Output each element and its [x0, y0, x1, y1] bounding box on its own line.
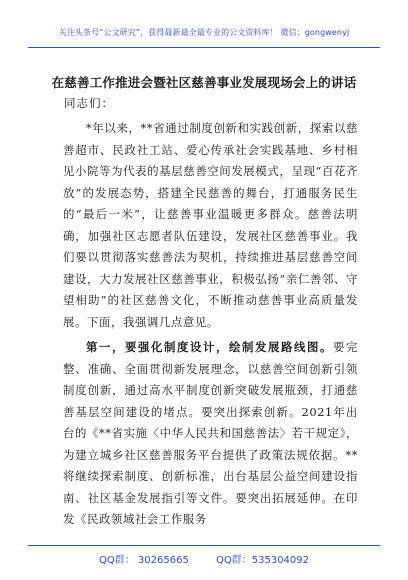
document-title: 在慈善工作推进会暨社区慈善事业发展现场会上的讲话 — [51, 75, 357, 90]
salutation: 同志们： — [64, 96, 114, 110]
header-divider — [28, 47, 380, 48]
paragraph-heading: 第一，要强化制度设计，绘制发展路线图。 — [86, 340, 334, 354]
footer-divider — [28, 545, 380, 546]
paragraph-intro: *年以来，**省通过制度创新和实践创新，探索以慈善超市、民政社工站、爱心传承社会实践基地、乡村相见小院等为代表的基层慈善空间发展模式，呈现“百花齐放”的发展态势，搭建全民慈善的舞台，打通服务民生的“最后一米”，让慈善事业温暖更多群众。慈善法明确，加强社区志愿者队伍建设，发展社区慈善事业。我们要以贯彻落实慈善法为契机，持续推进基层慈善空间建设，大力发展社区慈善事业，积极弘扬“亲仁善邻、守望相助”的社区慈善文化，不断推动慈善事业高质量发展。下面，我强调几点意见。 — [63, 121, 358, 329]
footer-qq-group-1: QQ群： 30265665 — [98, 555, 189, 566]
footer-qq-group-2: QQ群：535304092 — [216, 555, 310, 566]
header-banner: 关注头条号“公文研究”，获得最新最全最专业的公文资料库！ 微信：gongwenyj — [58, 28, 350, 37]
paragraph-body: 要完整、准确、全面贯彻新发展理念，以慈善空间创新引领制度创新，通过高水平制度创新突破发展瓶颈，打通慈善基层空间建设的堵点。要突出探索创新。2021年出台的《**省实施〈中华人民共和国慈善法〉若干规定》，为建立城乡社区慈善服务平台提供了政策法规依据。**将继续探索制度、创新标准，出台基层公益空间建设指南、社区基金发展指引等文件。要突出拓展延伸。在印发《民政领域社会工作服务 — [63, 340, 359, 526]
footer — [0, 551, 408, 566]
paragraph-first-point — [63, 337, 358, 531]
